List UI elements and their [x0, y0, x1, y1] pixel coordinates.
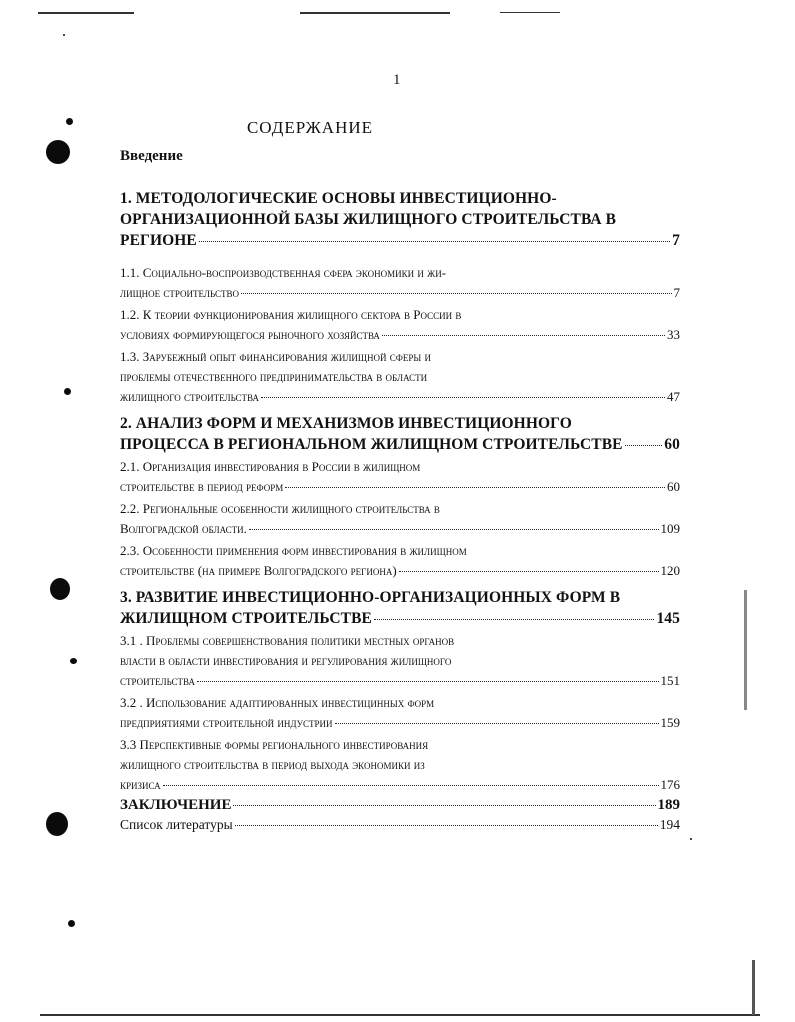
toc-entry-line: 3.1 . Проблемы совершенствования политики местных органов [120, 633, 455, 648]
dot-leader [233, 805, 655, 806]
dot-leader [382, 335, 665, 336]
toc-page-number: 33 [667, 327, 680, 342]
toc-entry-line: жилищного строительства в период выхода экономики из [120, 757, 425, 772]
toc-entry-final-line [120, 795, 680, 815]
toc-entry-final-line [120, 387, 680, 407]
dot-leader [197, 681, 659, 682]
toc-entry-closing [120, 795, 680, 815]
toc-entry-lines [120, 693, 680, 713]
toc-page-number: 60 [664, 436, 680, 453]
dot-leader [199, 241, 670, 242]
toc-entry-section [120, 541, 680, 581]
toc-entry-line: 1.3. Зарубежный опыт финансирования жилищной сферы и [120, 349, 431, 364]
toc-entry-line: 1.1. Социально-воспроизводственная сфера экономики и жи- [120, 265, 447, 280]
toc-entry-lines [120, 735, 680, 775]
toc-entry-final-line [120, 283, 680, 303]
dot-leader [163, 785, 659, 786]
dot-leader [241, 293, 672, 294]
toc-entry-biblio [120, 815, 680, 835]
dot-leader [399, 571, 659, 572]
dot-leader [235, 825, 658, 826]
table-of-contents [120, 182, 680, 835]
toc-entry-title: ЗАКЛЮЧЕНИЕ [120, 797, 232, 813]
toc-entry-title: строительстве (на примере Волгоградского региона) [120, 563, 397, 578]
toc-page-number: 109 [660, 521, 680, 536]
introduction-entry: Введение [120, 148, 183, 164]
toc-entry-final-line [120, 230, 680, 251]
scan-bottom-line [40, 1014, 760, 1016]
toc-entry-line: власти в области инвестирования и регулирования жилищного [120, 653, 452, 668]
toc-entry-final-line [120, 775, 680, 795]
toc-entry-chapter [120, 188, 680, 251]
toc-entry-title: строительстве в период реформ [120, 479, 284, 494]
page-number: 1 [393, 72, 401, 88]
toc-entry-title: ЖИЛИЩНОМ СТРОИТЕЛЬСТВЕ [120, 610, 372, 627]
toc-entry-final-line [120, 671, 680, 691]
toc-entry-section [120, 735, 680, 795]
toc-page-number: 159 [660, 715, 680, 730]
toc-entry-lines [120, 631, 680, 671]
toc-entry-line: 2.3. Особенности применения форм инвестирования в жилищном [120, 543, 467, 558]
dot-leader [374, 619, 654, 620]
toc-page-number: 47 [667, 389, 680, 404]
toc-page-number: 120 [660, 563, 680, 578]
scan-speck [64, 388, 71, 395]
toc-entry-title: ПРОЦЕССА В РЕГИОНАЛЬНОМ ЖИЛИЩНОМ СТРОИТЕЛЬСТВЕ [120, 436, 623, 453]
toc-entry-section [120, 499, 680, 539]
toc-entry-section [120, 631, 680, 691]
dot-leader [335, 723, 659, 724]
toc-entry-line: 2.2. Региональные особенности жилищного строительства в [120, 501, 440, 516]
scan-top-line [300, 12, 450, 14]
toc-entry-line: 3.3 Перспективные формы регионального инвестирования [120, 737, 429, 752]
toc-entry-final-line [120, 608, 680, 629]
scan-right-edge [744, 590, 747, 710]
toc-page-number: 145 [656, 610, 680, 627]
toc-entry-title: предприятиями строительной индустрии [120, 715, 333, 730]
toc-entry-title: строительства [120, 673, 195, 688]
toc-entry-title: жилищного строительства [120, 389, 259, 404]
toc-entry-section [120, 263, 680, 303]
toc-entry-line: 1.2. К теории функционирования жилищного сектора в России в [120, 307, 462, 322]
scan-speck [70, 658, 77, 664]
toc-page-number: 176 [660, 777, 680, 792]
scan-speck [68, 920, 75, 927]
toc-entry-final-line [120, 815, 680, 835]
toc-page-number: 194 [659, 817, 680, 832]
scan-top-line [500, 12, 560, 13]
toc-page-number: 7 [673, 285, 680, 300]
toc-entry-lines [120, 541, 680, 561]
toc-entry-line: 2.1. Организация инвестирования в России в жилищном [120, 459, 421, 474]
scan-top-line [38, 12, 134, 14]
toc-entry-lines [120, 413, 680, 434]
toc-entry-lines [120, 263, 680, 283]
toc-page-number: 7 [672, 232, 680, 249]
scan-speck [63, 34, 65, 36]
toc-entry-final-line [120, 519, 680, 539]
toc-entry-lines [120, 499, 680, 519]
toc-entry-title: Список литературы [120, 817, 233, 832]
toc-entry-line: проблемы отечественного предпринимательства в области [120, 369, 428, 384]
binder-hole [46, 812, 68, 836]
toc-entry-title: Волгоградской области. [120, 521, 247, 536]
toc-entry-section [120, 305, 680, 345]
toc-entry-lines [120, 587, 680, 608]
dot-leader [249, 529, 659, 530]
toc-entry-final-line [120, 434, 680, 455]
page-title: СОДЕРЖАНИЕ [246, 118, 374, 137]
scan-right-edge [752, 960, 755, 1015]
dot-leader [285, 487, 665, 488]
toc-entry-lines [120, 188, 680, 230]
toc-entry-line: ОРГАНИЗАЦИОННОЙ БАЗЫ ЖИЛИЩНОГО СТРОИТЕЛЬСТВА В [120, 211, 617, 228]
toc-entry-final-line [120, 561, 680, 581]
toc-entry-lines [120, 347, 680, 387]
toc-entry-lines [120, 457, 680, 477]
binder-hole [50, 578, 70, 600]
binder-hole [46, 140, 70, 164]
toc-entry-line: 2. АНАЛИЗ ФОРМ И МЕХАНИЗМОВ ИНВЕСТИЦИОННОГО [120, 415, 572, 432]
toc-entry-line: 3.2 . Использование адаптированных инвестицинных форм [120, 695, 435, 710]
toc-entry-title: РЕГИОНЕ [120, 232, 197, 249]
dot-leader [625, 445, 663, 446]
toc-entry-section [120, 693, 680, 733]
dot-leader [261, 397, 665, 398]
toc-page-number: 60 [667, 479, 680, 494]
toc-entry-title: лищное строительство [120, 285, 239, 300]
toc-entry-final-line [120, 713, 680, 733]
toc-entry-line: 1. МЕТОДОЛОГИЧЕСКИЕ ОСНОВЫ ИНВЕСТИЦИОННО- [120, 190, 557, 207]
toc-entry-title: кризиса [120, 777, 161, 792]
toc-page-number: 189 [657, 797, 680, 813]
toc-entry-chapter [120, 413, 680, 455]
toc-entry-line: 3. РАЗВИТИЕ ИНВЕСТИЦИОННО-ОРГАНИЗАЦИОННЫХ ФОРМ В [120, 589, 621, 606]
toc-entry-chapter [120, 587, 680, 629]
toc-entry-final-line [120, 325, 680, 345]
toc-entry-lines [120, 305, 680, 325]
toc-entry-section [120, 457, 680, 497]
scan-speck [690, 838, 692, 840]
toc-entry-section [120, 347, 680, 407]
toc-page-number: 151 [660, 673, 680, 688]
toc-entry-title: условиях формирующегося рыночного хозяйства [120, 327, 380, 342]
toc-entry-final-line [120, 477, 680, 497]
